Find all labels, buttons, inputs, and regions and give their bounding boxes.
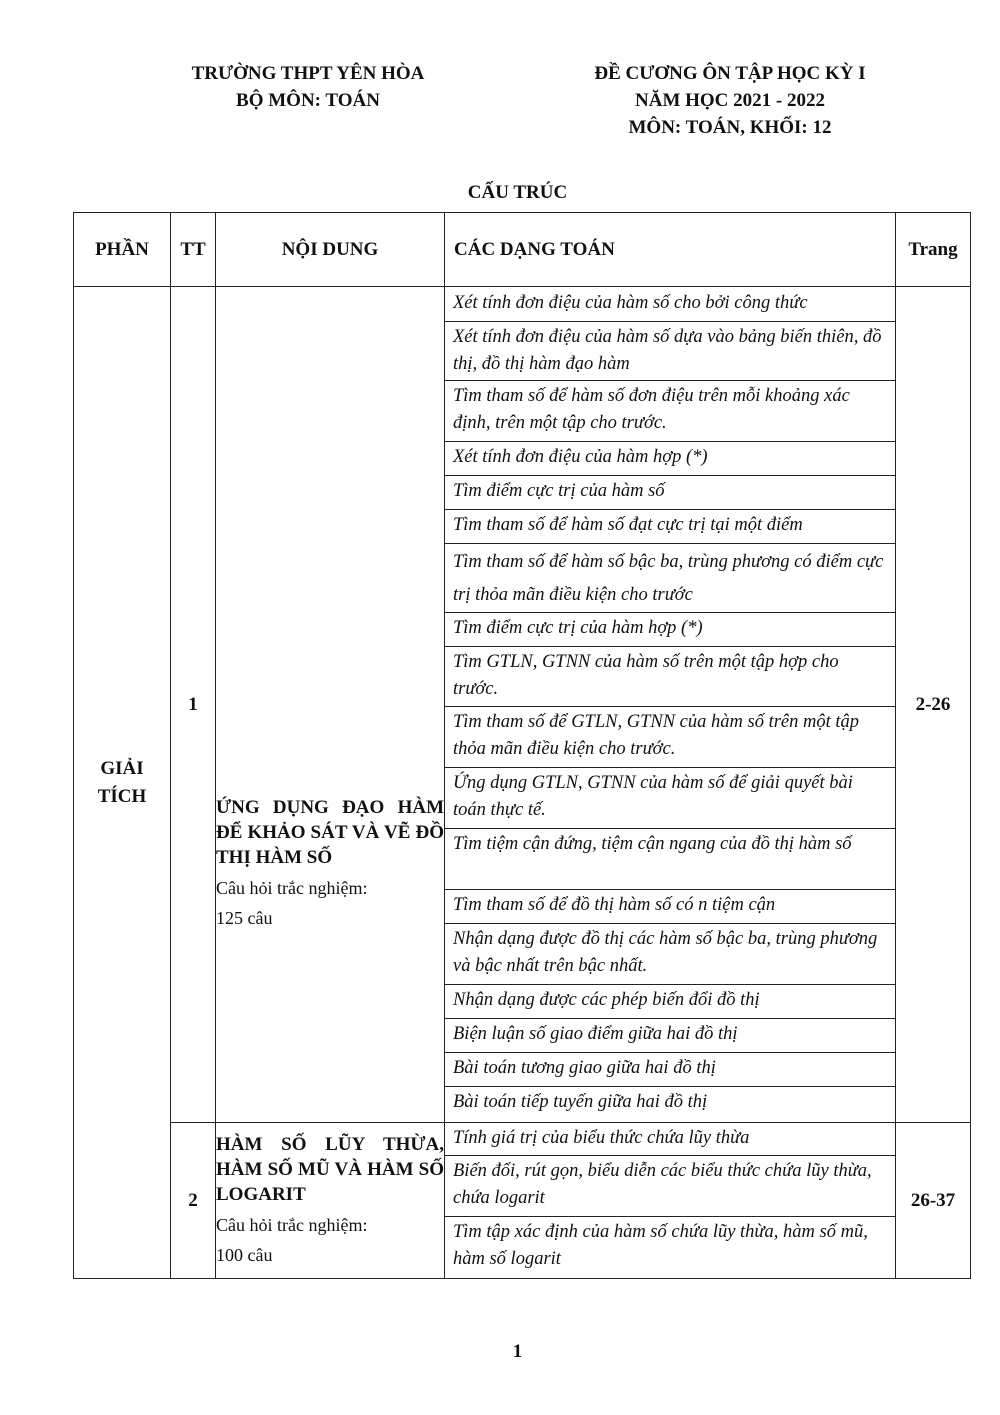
problem-type-item: Tìm tham số để hàm số đơn điệu trên mỗi khoảng xác định, trên một tập cho trước. <box>445 381 895 442</box>
types-cell <box>445 1123 896 1279</box>
problem-type-item: Tìm điểm cực trị của hàm số <box>445 476 895 510</box>
types-list <box>445 1123 895 1278</box>
question-type: Câu hỏi trắc nghiệm: <box>216 1215 368 1235</box>
problem-type-item: Ứng dụng GTLN, GTNN của hàm số để giải quyết bài toán thực tế. <box>445 768 895 829</box>
structure-table <box>73 212 971 1279</box>
document-header <box>560 60 900 141</box>
content-cell <box>216 287 445 1123</box>
problem-type-item: Biến đổi, rút gọn, biểu diễn các biểu thức chứa lũy thừa, chứa logarit <box>445 1156 895 1217</box>
subject-grade: MÔN: TOÁN, KHỐI: 12 <box>628 117 832 138</box>
part-cell <box>74 287 171 1279</box>
problem-type-item: Tìm tham số để đồ thị hàm số có n tiệm cận <box>445 890 895 924</box>
problem-type-item: Tìm tham số để GTLN, GTNN của hàm số trên một tập thỏa mãn điều kiện cho trước. <box>445 707 895 768</box>
page-range: 2-26 <box>896 287 971 1123</box>
problem-type-item: Tính giá trị của biểu thức chứa lũy thừa <box>445 1123 895 1156</box>
question-count: 100 câu <box>216 1245 273 1265</box>
school-name: TRƯỜNG THPT YÊN HÒA <box>191 63 425 84</box>
department-name: BỘ MÔN: TOÁN <box>236 90 380 111</box>
section-title: CẤU TRÚC <box>467 182 568 203</box>
row-number: 1 <box>171 287 216 1123</box>
table-row <box>74 1123 971 1279</box>
types-cell <box>445 287 896 1123</box>
problem-type-item: Xét tính đơn điệu của hàm số cho bởi công thức <box>445 288 895 322</box>
content-title: ỨNG DỤNG ĐẠO HÀM ĐỂ KHẢO SÁT VÀ VẼ ĐỒ THỊ HÀM SỐ <box>216 797 444 868</box>
school-year: NĂM HỌC 2021 - 2022 <box>635 90 825 111</box>
header-content: NỘI DUNG <box>216 213 445 287</box>
page-number: 1 <box>512 1341 523 1362</box>
header-page: Trang <box>896 213 971 287</box>
problem-type-item: Tìm điểm cực trị của hàm hợp (*) <box>445 613 895 647</box>
page-range: 26-37 <box>896 1123 971 1279</box>
table-header-row <box>74 213 971 287</box>
problem-type-item: Tìm tiệm cận đứng, tiệm cận ngang của đồ thị hàm số <box>445 829 895 890</box>
question-count: 125 câu <box>216 908 273 928</box>
problem-type-item: Biện luận số giao điểm giữa hai đồ thị <box>445 1019 895 1053</box>
row-number: 2 <box>171 1123 216 1279</box>
types-list <box>445 288 895 1121</box>
part-name: GIẢI TÍCH <box>97 757 147 807</box>
document-title: ĐỀ CƯƠNG ÔN TẬP HỌC KỲ I <box>594 63 866 84</box>
problem-type-item: Xét tính đơn điệu của hàm số dựa vào bảng biến thiên, đồ thị, đồ thị hàm đạo hàm <box>445 322 895 381</box>
problem-type-item: Xét tính đơn điệu của hàm hợp (*) <box>445 442 895 476</box>
problem-type-item: Bài toán tương giao giữa hai đồ thị <box>445 1053 895 1087</box>
problem-type-item: Tìm tập xác định của hàm số chứa lũy thừa, hàm số mũ, hàm số logarit <box>453 1222 868 1269</box>
header-tt: TT <box>171 213 216 287</box>
problem-type-item: Nhận dạng được đồ thị các hàm số bậc ba, trùng phương và bậc nhất trên bậc nhất. <box>445 924 895 985</box>
problem-type-item: Tìm tham số để hàm số đạt cực trị tại một điểm <box>445 510 895 544</box>
header-types: CÁC DẠNG TOÁN <box>445 213 896 287</box>
problem-type-item: Nhận dạng được các phép biến đổi đồ thị <box>445 985 895 1019</box>
header-part: PHẦN <box>74 213 171 287</box>
problem-type-item: Bài toán tiếp tuyến giữa hai đồ thị <box>453 1092 708 1112</box>
content-cell <box>216 1123 445 1279</box>
question-type: Câu hỏi trắc nghiệm: <box>216 878 368 898</box>
problem-type-item: Tìm GTLN, GTNN của hàm số trên một tập hợp cho trước. <box>445 647 895 707</box>
problem-type-item: Tìm tham số để hàm số bậc ba, trùng phương có điểm cực trị thỏa mãn điều kiện cho trước <box>445 544 895 613</box>
school-header <box>158 60 458 114</box>
content-title: HÀM SỐ LŨY THỪA, HÀM SỐ MŨ VÀ HÀM SỐ LOGARIT <box>216 1134 444 1205</box>
table-row <box>74 287 971 1123</box>
